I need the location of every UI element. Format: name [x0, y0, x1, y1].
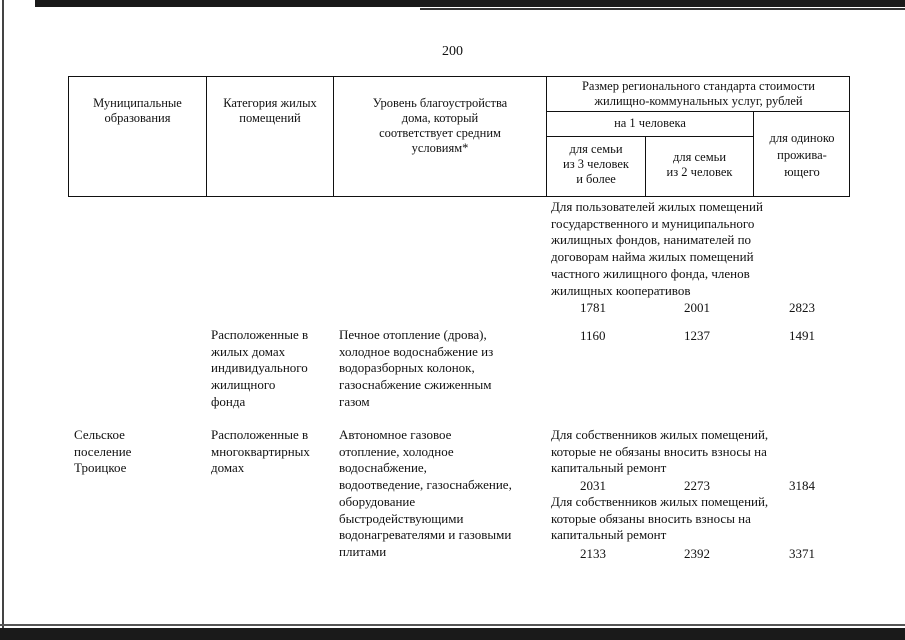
row2-value-family3: 1160 — [580, 328, 606, 343]
header-family2: для семьи из 2 человек — [666, 150, 733, 179]
row3a-value-family3: 2031 — [580, 478, 606, 493]
row3-note-a: Для собственников жилых помещений, которые не обязаны вносить взносы на капитальный ремонт — [551, 427, 769, 476]
header-size-title: Размер регионального стандарта стоимости жилищно-коммунальных услуг, рублей — [581, 79, 815, 108]
header-per-person: на 1 человека — [614, 116, 686, 130]
scan-border-left — [2, 0, 4, 640]
header-family3: для семьи из 3 человек и более — [563, 142, 629, 186]
header-divider — [546, 111, 850, 112]
row1-value-family2: 2001 — [684, 300, 710, 315]
row1-value-family3: 1781 — [580, 300, 606, 315]
row2-category: Расположенные в жилых домах индивидуального жилищного фонда — [211, 327, 309, 409]
row1-value-single: 2823 — [789, 300, 815, 315]
scan-border-top — [35, 0, 905, 7]
row3a-value-family2: 2273 — [684, 478, 710, 493]
header-divider — [206, 76, 207, 197]
scan-border-bottom — [0, 628, 905, 640]
row3b-value-family2: 2392 — [684, 546, 710, 561]
header-level: Уровень благоустройства дома, который соответствует средним условиям* — [372, 96, 508, 155]
scan-border-top-thin — [420, 8, 905, 10]
page-number: 200 — [442, 44, 463, 59]
header-municipalities: Муниципальные образования — [93, 96, 182, 125]
row3-note-b: Для собственников жилых помещений, которые обязаны вносить взносы на капитальный ремонт — [551, 494, 769, 543]
row3b-value-family3: 2133 — [580, 546, 606, 561]
row2-value-single: 1491 — [789, 328, 815, 343]
row3-municipality: Сельское поселение Троицкое — [74, 427, 132, 476]
row3-level: Автономное газовое отопление, холодное водоснабжение, водоотведение, газоснабжение, оборудование быстродействующими водонагревателями и газовыми плитами — [339, 427, 512, 559]
row2-level: Печное отопление (дрова), холодное водоснабжение из водоразборных колонок, газоснабжение сжиженным газом — [339, 327, 494, 409]
row3b-value-single: 3371 — [789, 546, 815, 561]
row3a-value-single: 3184 — [789, 478, 815, 493]
header-single: для одиноко прожива- ющего — [769, 131, 835, 179]
row1-note: Для пользователей жилых помещений государственного и муниципального жилищных фондов, нанимателей по договорам найма жилых помещений частного жилищного фонда, членов жилищных кооперативов — [551, 199, 763, 298]
scan-border-bottom-thin — [0, 624, 905, 626]
row2-value-family2: 1237 — [684, 328, 710, 343]
header-category: Категория жилых помещений — [223, 96, 317, 125]
row3-category: Расположенные в многоквартирных домах — [211, 427, 310, 476]
header-divider — [546, 136, 753, 137]
